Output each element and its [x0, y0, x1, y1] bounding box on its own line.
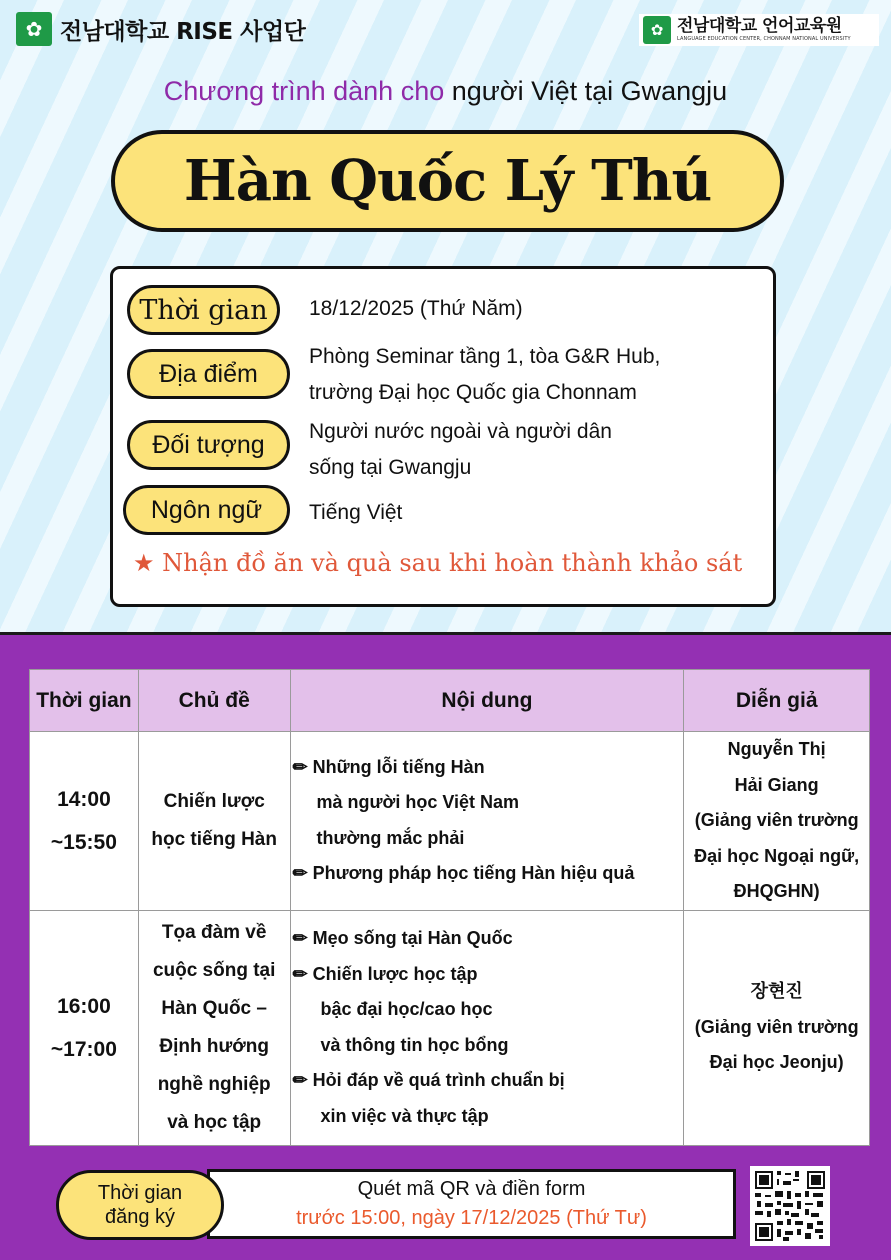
time-end: ~15:50: [50, 830, 117, 854]
language-center-name-en: LANGUAGE EDUCATION CENTER, CHONNAM NATIONAL UNIVERSITY: [677, 36, 851, 42]
topic-line: nghề nghiệp: [157, 1073, 271, 1095]
topic-line: và học tập: [167, 1111, 262, 1133]
time-label: Thời gian: [127, 285, 280, 335]
row2-speaker: [684, 910, 870, 1145]
row1-speaker: [684, 732, 870, 911]
topic-line: Chiến lược: [163, 790, 265, 812]
place-label: Địa điểm: [127, 349, 290, 399]
content-line: thường mắc phải: [316, 827, 465, 848]
table-header-row: [30, 670, 870, 732]
target-label: Đối tượng: [127, 420, 290, 470]
row1-topic: [138, 732, 290, 911]
rise-logo-text: 전남대학교 RISE 사업단: [60, 18, 306, 45]
registration-label-line1: Thời gian: [97, 1182, 183, 1204]
registration-line1: Quét mã QR và điền form: [357, 1178, 586, 1200]
speaker-line: Đại học Jeonju): [709, 1052, 844, 1073]
content-line: ✏ Hỏi đáp về quá trình chuẩn bị: [292, 1070, 565, 1090]
gift-note: ★ Nhận đồ ăn và quà sau khi hoàn thành khảo sát: [133, 549, 743, 577]
row1-content: [290, 732, 684, 911]
content-line: ✏ Những lỗi tiếng Hàn: [292, 756, 485, 777]
row1-time: [30, 732, 139, 911]
rise-logo: [16, 12, 305, 46]
speaker-line: ĐHQGHN): [733, 881, 820, 901]
row2-time: [30, 910, 139, 1145]
university-emblem-icon: ✿: [16, 12, 52, 46]
subtitle-part1: Chương trình dành cho: [163, 76, 445, 106]
event-title-banner: [111, 130, 784, 232]
language-center-name: 전남대학교 언어교육원: [677, 16, 842, 36]
time-start: 14:00: [57, 787, 111, 811]
topic-line: Hàn Quốc –: [161, 997, 267, 1019]
content-line: và thông tin học bổng: [320, 1034, 509, 1055]
content-line: mà người học Việt Nam: [316, 792, 520, 813]
target-line1: Người nước ngoài và người dân: [309, 420, 612, 443]
language-value: Tiếng Việt: [309, 501, 403, 524]
subtitle-part2: người Việt tại Gwangju: [451, 76, 728, 106]
target-value: [309, 414, 612, 486]
topic-line: học tiếng Hàn: [151, 828, 277, 850]
row2-content: [290, 910, 684, 1145]
event-info-box: [110, 266, 776, 607]
registration-info: [207, 1169, 736, 1239]
program-subtitle: [0, 76, 891, 107]
place-value: [309, 339, 660, 411]
event-title: Hàn Quốc Lý Thú: [183, 148, 712, 214]
topic-line: Tọa đàm về: [161, 921, 267, 943]
language-label: Ngôn ngữ: [123, 485, 290, 535]
topic-line: Định hướng: [159, 1035, 269, 1057]
content-line: ✏ Phương pháp học tiếng Hàn hiệu quả: [292, 863, 635, 884]
table-row: [30, 732, 870, 911]
place-line1: Phòng Seminar tầng 1, tòa G&R Hub,: [309, 345, 661, 368]
header-topic: Chủ đề: [138, 670, 290, 732]
registration-line2: trước 15:00, ngày 17/12/2025 (Thứ Tư): [296, 1207, 647, 1229]
content-line: xin việc và thực tập: [320, 1105, 489, 1126]
target-line2: sống tại Gwangju: [309, 456, 472, 479]
schedule-table: [29, 669, 870, 1146]
place-line2: trường Đại học Quốc gia Chonnam: [309, 381, 637, 404]
time-value: 18/12/2025 (Thứ Năm): [309, 297, 523, 320]
row2-topic: [138, 910, 290, 1145]
speaker-line: Nguyễn Thị: [727, 739, 826, 759]
speaker-line: (Giảng viên trường: [694, 810, 859, 830]
content-line: ✏ Chiến lược học tập: [292, 963, 478, 984]
header-speaker: Diễn giả: [684, 670, 870, 732]
speaker-line: Hải Giang: [734, 774, 819, 795]
language-center-logo: [639, 14, 879, 46]
time-start: 16:00: [57, 994, 111, 1018]
time-end: ~17:00: [50, 1037, 117, 1061]
content-line: ✏ Mẹo sống tại Hàn Quốc: [292, 928, 513, 948]
header-time: Thời gian: [30, 670, 139, 732]
registration-label: [56, 1170, 224, 1240]
speaker-line: (Giảng viên trường: [694, 1016, 859, 1037]
university-emblem-icon: ✿: [643, 16, 671, 44]
speaker-line: Đại học Ngoại ngữ,: [694, 845, 860, 866]
content-line: bậc đại học/cao học: [320, 999, 493, 1019]
table-row: [30, 910, 870, 1145]
topic-line: cuộc sống tại: [152, 959, 276, 981]
qr-code-icon[interactable]: [750, 1166, 830, 1246]
registration-label-line2: đăng ký: [104, 1206, 176, 1228]
speaker-line: 장현진: [750, 981, 803, 1002]
header-content: Nội dung: [290, 670, 684, 732]
